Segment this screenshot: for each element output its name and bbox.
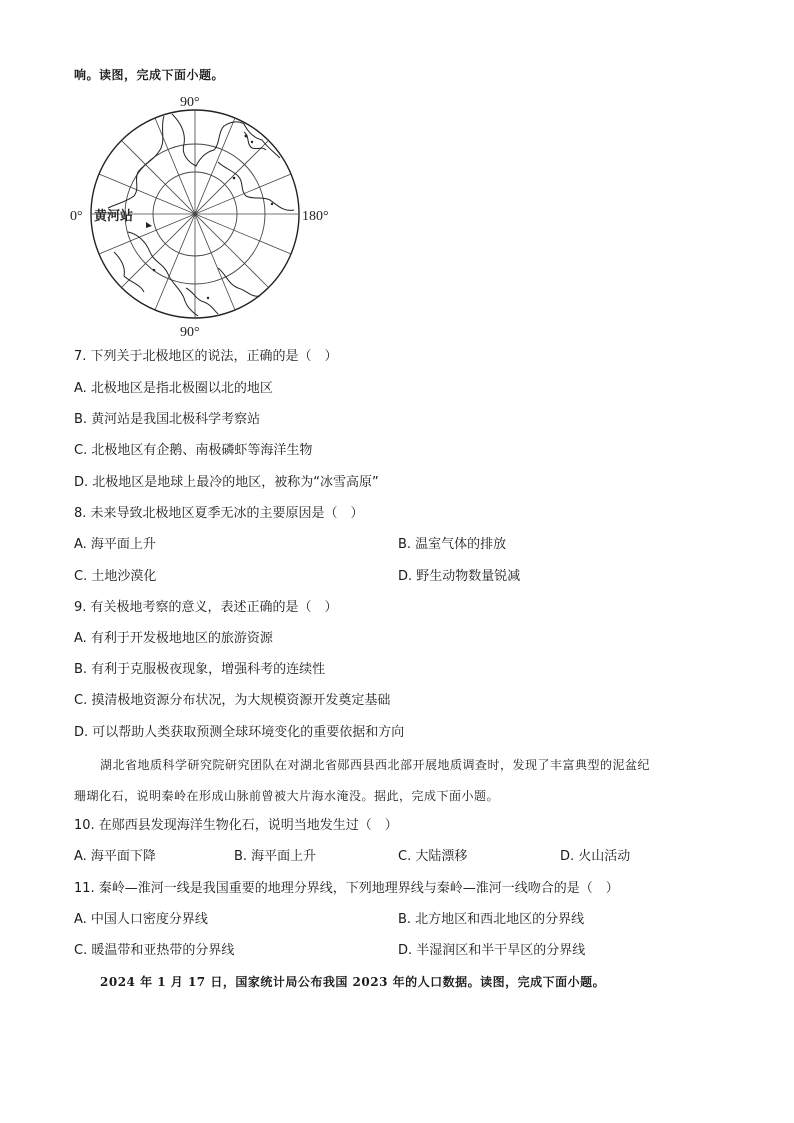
q8-option-b: B. 温室气体的排放: [398, 537, 507, 552]
station-marker-icon: [146, 222, 152, 228]
q11-option-a: A. 中国人口密度分界线: [74, 912, 208, 927]
q8-option-d: D. 野生动物数量锐减: [398, 569, 521, 584]
q9-option-b: B. 有利于克服极夜现象，增强科考的连续性: [74, 662, 326, 677]
passage2-line1: 湖北省地质科学研究院研究团队在对湖北省郧西县西北部开展地质调查时，发现了丰富典型的泥盆纪: [100, 758, 651, 772]
q11-option-c: C. 暖温带和亚热带的分界线: [74, 943, 235, 958]
q7-option-d: D. 北极地区是地球上最冷的地区，被称为“冰雪高原”: [74, 475, 379, 490]
q11-option-d: D. 半湿润区和半干旱区的分界线: [398, 943, 586, 958]
q7-option-a: A. 北极地区是指北极圈以北的地区: [74, 381, 273, 396]
q7-option-c: C. 北极地区有企鹅、南极磷虾等海洋生物: [74, 443, 313, 458]
q11-stem: 11. 秦岭—淮河一线是我国重要的地理分界线，下列地理界线与秦岭—淮河一线吻合的是（ ）: [74, 881, 619, 896]
label-180: 180°: [302, 209, 329, 224]
q7-option-b: B. 黄河站是我国北极科学考察站: [74, 412, 261, 427]
q9-option-a: A. 有利于开发极地地区的旅游资源: [74, 631, 273, 646]
q9-stem: 9. 有关极地考察的意义，表述正确的是（ ）: [74, 600, 338, 615]
q7-stem: 7. 下列关于北极地区的说法，正确的是（ ）: [74, 349, 338, 364]
q10-stem: 10. 在郧西县发现海洋生物化石，说明当地发生过（ ）: [74, 818, 398, 833]
label-90-bottom: 90°: [180, 325, 200, 340]
q8-option-c: C. 土地沙漠化: [74, 569, 157, 584]
label-0: 0°: [70, 209, 83, 224]
q8-option-a: A. 海平面上升: [74, 537, 156, 552]
q10-option-b: B. 海平面上升: [234, 849, 317, 864]
station-label: 黄河站: [94, 209, 134, 224]
passage3-text: 2024 年 1 月 17 日，国家统计局公布我国 2023 年的人口数据。读图，完成下面小题。: [100, 975, 606, 989]
passage2-line2: 珊瑚化石，说明秦岭在形成山脉前曾被大片海水淹没。据此，完成下面小题。: [74, 789, 500, 803]
label-90-top: 90°: [180, 95, 200, 110]
intro-text: 响。读图，完成下面小题。: [74, 68, 225, 82]
q11-option-b: B. 北方地区和西北地区的分界线: [398, 912, 585, 927]
q10-option-a: A. 海平面下降: [74, 849, 156, 864]
q8-stem: 8. 未来导致北极地区夏季无冰的主要原因是（ ）: [74, 506, 364, 521]
q10-option-c: C. 大陆漂移: [398, 849, 468, 864]
q9-option-d: D. 可以帮助人类获取预测全球环境变化的重要依据和方向: [74, 725, 405, 740]
arctic-polar-map: [68, 92, 348, 340]
q10-option-d: D. 火山活动: [560, 849, 631, 864]
q9-option-c: C. 摸清极地资源分布状况，为大规模资源开发奠定基础: [74, 693, 391, 708]
